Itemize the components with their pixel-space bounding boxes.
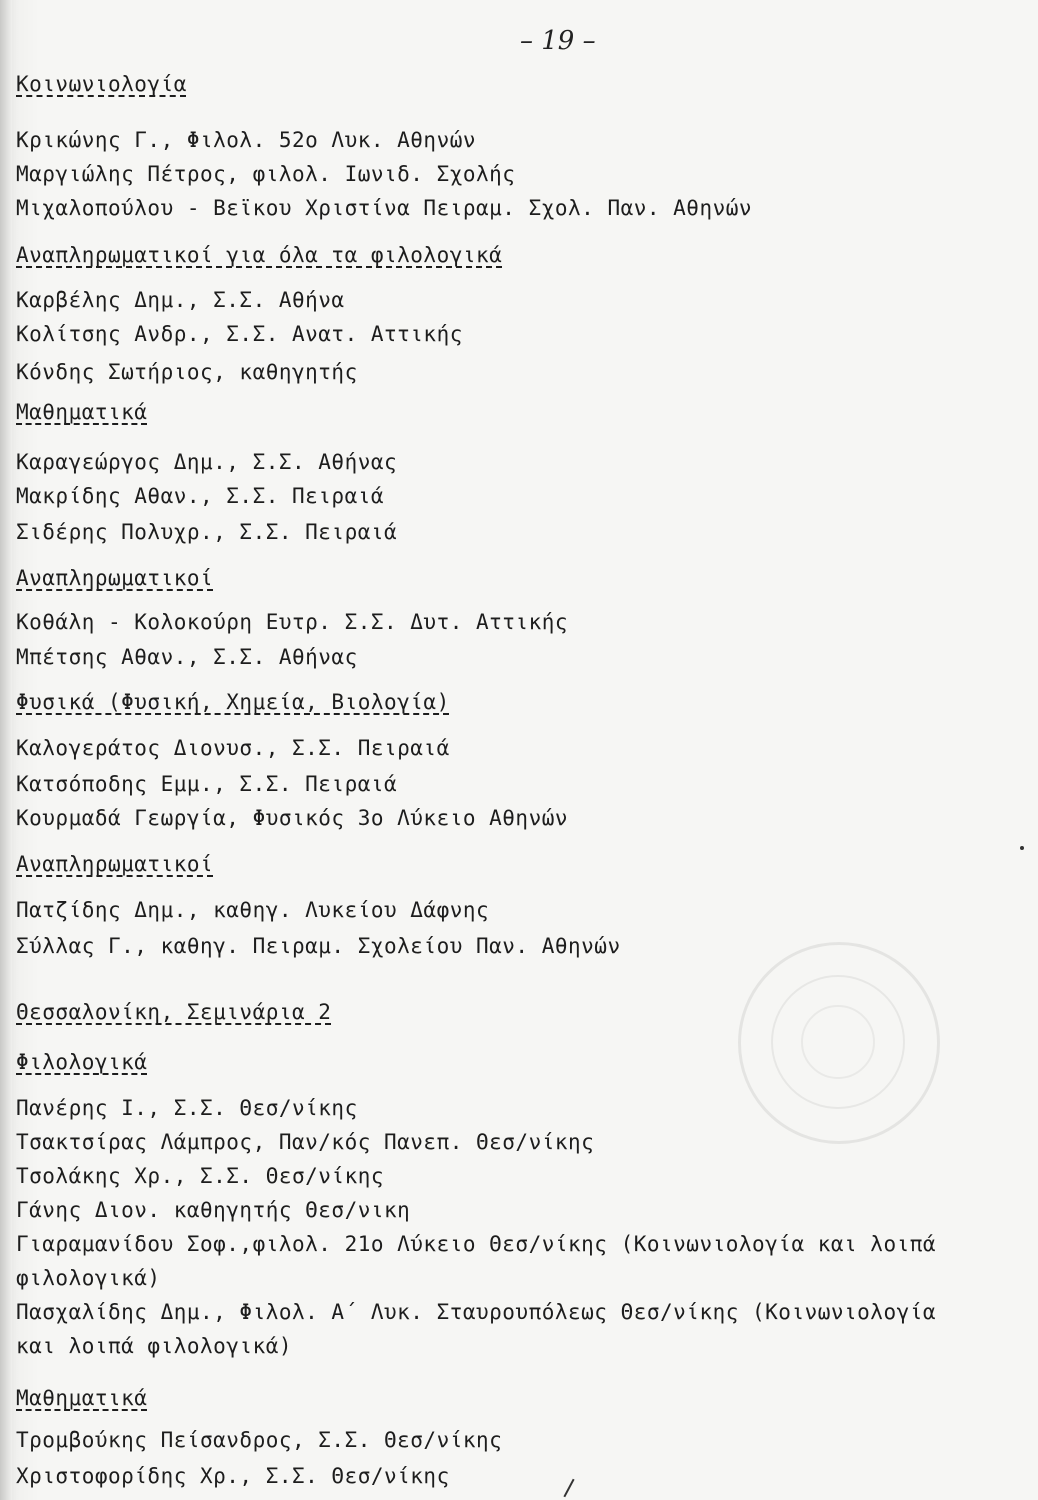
section-heading: Αναπληρωματικοί: [16, 566, 214, 590]
entry-line: Κουρμαδά Γεωργία, Φυσικός 3ο Λύκειο Αθηνών: [16, 806, 569, 830]
entry-line: Γάνης Διον. καθηγητής Θεσ/νικη: [16, 1198, 411, 1222]
entry-line: Κρικώνης Γ., Φιλολ. 52ο Λυκ. Αθηνών: [16, 128, 477, 152]
entry-line: Πασχαλίδης Δημ., Φιλολ. Α΄ Λυκ. Σταυρουπόλεως Θεσ/νίκης (Κοινωνιολογία: [16, 1300, 937, 1324]
entry-line: Κόνδης Σωτήριος, καθηγητής: [16, 360, 358, 384]
entry-line: Μπέτσης Αθαν., Σ.Σ. Αθήνας: [16, 645, 358, 669]
entry-line: και λοιπά φιλολογικά): [16, 1334, 293, 1358]
seal-inner-ring: [771, 975, 905, 1109]
seal-emblem: [801, 1005, 875, 1079]
faded-seal-stamp: [738, 942, 940, 1144]
binding-edge: [0, 0, 12, 1500]
entry-line: Κολίτσης Ανδρ., Σ.Σ. Ανατ. Αττικής: [16, 322, 463, 346]
entry-line: Μακρίδης Αθαν., Σ.Σ. Πειραιά: [16, 484, 385, 508]
entry-line: Πανέρης Ι., Σ.Σ. Θεσ/νίκης: [16, 1096, 358, 1120]
entry-line: Τρομβούκης Πείσανδρος, Σ.Σ. Θεσ/νίκης: [16, 1428, 503, 1452]
scan-speck: [1020, 846, 1024, 850]
entry-line: Τσολάκης Χρ., Σ.Σ. Θεσ/νίκης: [16, 1164, 385, 1188]
section-heading: Αναπληρωματικοί για όλα τα φιλολογικά: [16, 243, 503, 267]
entry-line: φιλολογικά): [16, 1266, 161, 1290]
section-heading: Μαθηματικά: [16, 400, 148, 424]
entry-line: Γιαραμανίδου Σοφ.,φιλολ. 21ο Λύκειο Θεσ/νίκης (Κοινωνιολογία και λοιπά: [16, 1232, 937, 1256]
section-heading: Θεσσαλονίκη, Σεμινάρια 2: [16, 1000, 332, 1024]
section-heading: Φιλολογικά: [16, 1050, 148, 1074]
entry-line: Σύλλας Γ., καθηγ. Πειραμ. Σχολείου Παν. Αθηνών: [16, 934, 621, 958]
page-number: – 19 –: [520, 26, 596, 56]
section-heading: Μαθηματικά: [16, 1386, 148, 1410]
entry-line: Κατσόποδης Εμμ., Σ.Σ. Πειραιά: [16, 772, 398, 796]
entry-line: Χριστοφορίδης Χρ., Σ.Σ. Θεσ/νίκης: [16, 1464, 450, 1488]
entry-line: Μιχαλοπούλου - Βεϊκου Χριστίνα Πειραμ. Σχολ. Παν. Αθηνών: [16, 196, 753, 220]
entry-line: Μαργιώλης Πέτρος, φιλολ. Ιωνιδ. Σχολής: [16, 162, 516, 186]
entry-line: Κοθάλη - Κολοκούρη Ευτρ. Σ.Σ. Δυτ. Αττικής: [16, 610, 569, 634]
entry-line: Καραγεώργος Δημ., Σ.Σ. Αθήνας: [16, 450, 398, 474]
entry-line: Καρβέλης Δημ., Σ.Σ. Αθήνα: [16, 288, 345, 312]
section-heading: Φυσικά (Φυσική, Χημεία, Βιολογία): [16, 690, 450, 714]
entry-line: Σιδέρης Πολυχρ., Σ.Σ. Πειραιά: [16, 520, 398, 544]
section-heading: Αναπληρωματικοί: [16, 852, 214, 876]
entry-line: Τσακτσίρας Λάμπρος, Παν/κός Πανεπ. Θεσ/νίκης: [16, 1130, 595, 1154]
pen-mark: [563, 1479, 574, 1498]
section-heading: Κοινωνιολογία: [16, 72, 187, 96]
entry-line: Πατζίδης Δημ., καθηγ. Λυκείου Δάφνης: [16, 898, 490, 922]
entry-line: Καλογεράτος Διονυσ., Σ.Σ. Πειραιά: [16, 736, 450, 760]
